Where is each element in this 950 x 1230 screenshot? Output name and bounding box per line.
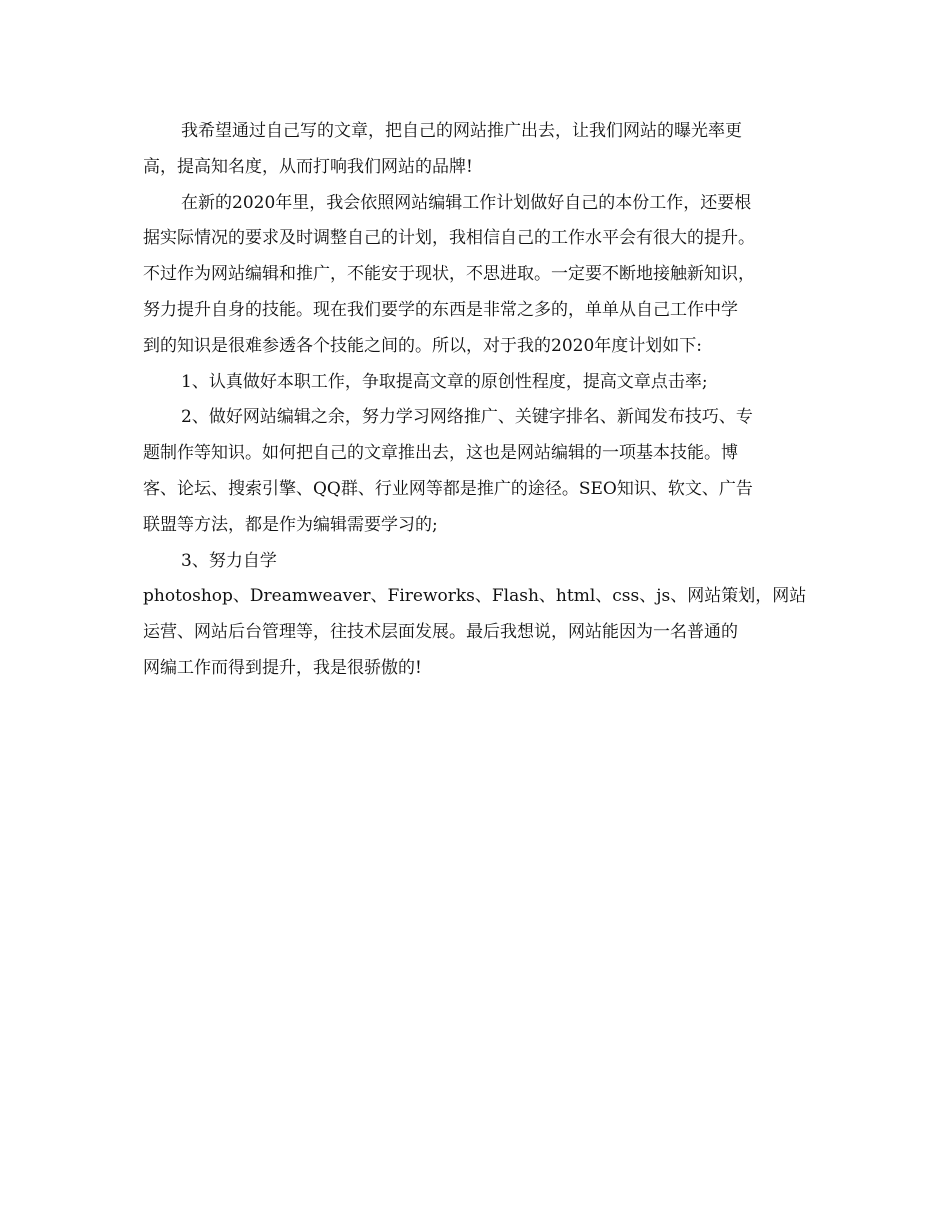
paragraph-2020-plan [143,186,813,365]
text-line: 2、做好网站编辑之余，努力学习网络推广、关键字排名、新闻发布技巧、专 [181,407,753,428]
text-line: 努力提升自身的技能。现在我们要学的东西是非常之多的，单单从自己工作中学 [143,299,738,320]
text-line: 题制作等知识。如何把自己的文章推出去，这也是网站编辑的一项基本技能。博 [143,443,738,464]
plan-item-2 [143,400,813,543]
text-line: 我希望通过自己写的文章，把自己的网站推广出去，让我们网站的曝光率更 [181,121,742,141]
text-line: 高，提高知名度，从而打响我们网站的品牌! [143,156,473,177]
plan-item-1 [143,365,813,401]
text-line: photoshop、Dreamweaver、Fireworks、Flash、html、css、js、网站策划，网站 [143,586,807,607]
text-line: 据实际情况的要求及时调整自己的计划，我相信自己的工作水平会有很大的提升。 [143,228,755,249]
text-line: 3、努力自学 [181,550,277,571]
text-line: 到的知识是很难参透各个技能之间的。所以，对于我的2020年度计划如下: [143,335,702,356]
text-line: 网编工作而得到提升，我是很骄傲的! [143,657,422,678]
paragraph-goal [143,114,813,186]
text-line: 运营、网站后台管理等，往技术层面发展。最后我想说，网站能因为一名普通的 [143,622,738,643]
text-line: 不过作为网站编辑和推广，不能安于现状，不思进取。一定要不断地接触新知识， [143,264,755,285]
document-body [143,114,813,687]
text-line: 客、论坛、搜索引擎、QQ群、行业网等都是推广的途径。SEO知识、软文、广告 [143,478,753,499]
text-line: 联盟等方法，都是作为编辑需要学习的; [143,514,438,535]
text-line: 1、认真做好本职工作，争取提高文章的原创性程度，提高文章点击率; [181,371,708,392]
plan-item-3 [143,544,813,687]
text-line: 在新的2020年里，我会依照网站编辑工作计划做好自己的本份工作，还要根 [181,192,752,213]
